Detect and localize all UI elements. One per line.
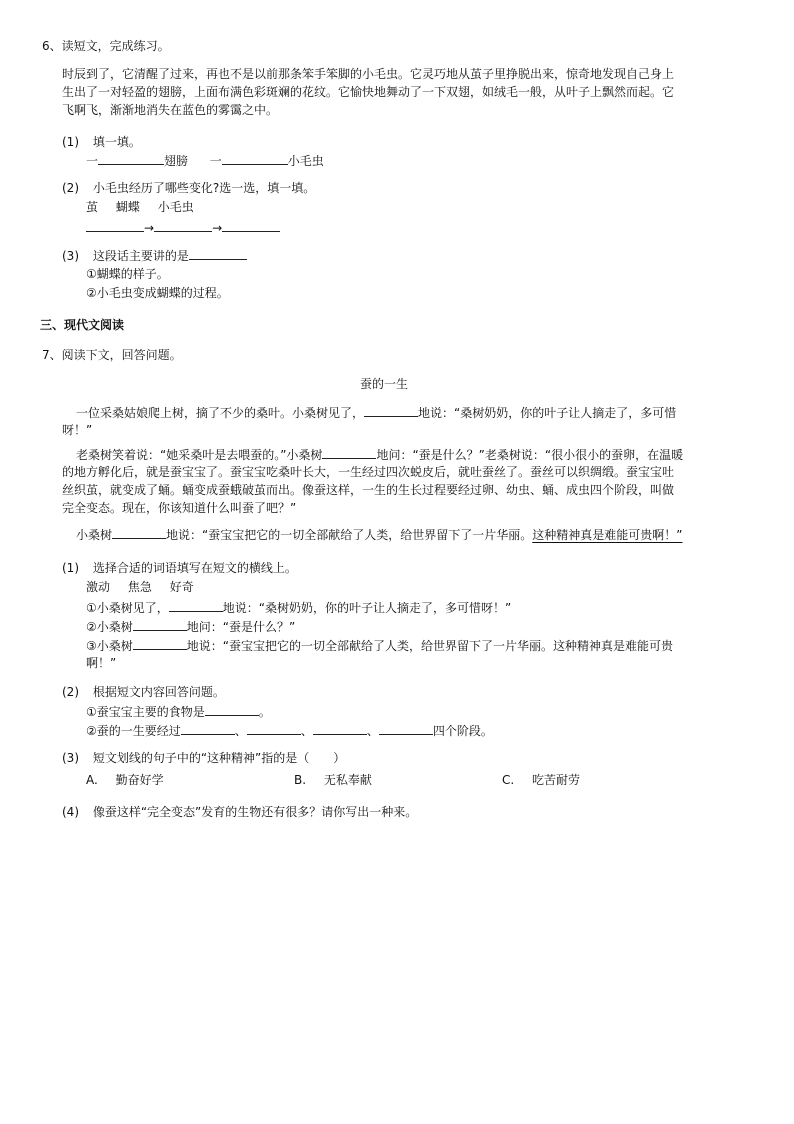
q7-para2-text-b: 地问：“蚕是什么？”老桑树说：“很小很小的蚕卵，在温暖 bbox=[376, 448, 684, 462]
q7-p1-text: 选择合适的词语填写在短文的横线上。 bbox=[92, 561, 297, 575]
q7-para2-blank[interactable] bbox=[322, 446, 376, 459]
q7-p2-s1 bbox=[86, 703, 271, 720]
q6-p3-text: 这段话主要讲的是 bbox=[92, 249, 189, 263]
q7-p2-blank-stage-4[interactable] bbox=[379, 722, 433, 735]
q7-para1-text-a: 一位采桑姑娘爬上树，摘了不少的桑叶。小桑树见了， bbox=[76, 406, 365, 420]
q7-p1-s3 bbox=[86, 637, 673, 654]
q7-para3-text-b: 地说：“蚕宝宝把它的一切全部献给了人类，给世界留下了一片华丽。 bbox=[166, 528, 533, 542]
q7-p1-s1 bbox=[86, 599, 511, 616]
q6-p2-text: 小毛虫经历了哪些变化?选一选，填一填。 bbox=[92, 181, 316, 195]
q7-para2-line-1 bbox=[76, 446, 683, 463]
q7-p3-option-c-text: 吃苦耐劳 bbox=[532, 773, 581, 787]
q7-p1-s2-text-b: 地问：“蚕是什么？” bbox=[186, 620, 296, 634]
section-3-heading: 三、现代文阅读 bbox=[40, 318, 125, 332]
q7-p2-sep-2: 、 bbox=[300, 724, 313, 738]
q7-p2-sep-3: 、 bbox=[366, 724, 379, 738]
q7-p3-label: (3) bbox=[62, 751, 79, 765]
q6-p1-blank-a[interactable] bbox=[98, 152, 164, 165]
q7-p3-option-b[interactable] bbox=[294, 772, 372, 788]
q6-p2-opt-cocoon: 茧 bbox=[86, 200, 99, 214]
q7-title: 7、阅读下文，回答问题。 bbox=[42, 348, 182, 362]
q7-p2-sep-1: 、 bbox=[234, 724, 247, 738]
q7-p2-s2-text-b: 四个阶段。 bbox=[432, 724, 493, 738]
q7-story-title: 蚕的一生 bbox=[360, 377, 409, 391]
q6-p2-label: (2) bbox=[62, 181, 79, 195]
q7-p1-words bbox=[86, 579, 194, 595]
q6-p2-blanks bbox=[86, 219, 280, 236]
q7-p3-option-a-label: A. bbox=[86, 773, 98, 787]
q6-passage-line-3: 飞啊飞，渐渐地消失在蓝色的雾霭之中。 bbox=[62, 103, 279, 117]
q6-p1-label: (1) bbox=[62, 135, 79, 149]
q7-p3-option-c[interactable] bbox=[502, 772, 580, 788]
q6-p2-opt-caterpillar: 小毛虫 bbox=[157, 200, 194, 214]
q7-word-2: 焦急 bbox=[127, 580, 152, 594]
q7-p2-s1-text-b: 。 bbox=[258, 705, 271, 719]
q6-p2-options bbox=[86, 199, 194, 215]
q7-p1-s1-text-a: ①小桑树见了， bbox=[86, 601, 169, 615]
q7-p2-s1-text-a: ①蚕宝宝主要的食物是 bbox=[86, 705, 205, 719]
q6-p1-b-suffix: 小毛虫 bbox=[287, 154, 324, 168]
q7-p4 bbox=[62, 804, 417, 820]
q7-p1 bbox=[62, 560, 297, 576]
q7-p2-s2 bbox=[86, 722, 493, 739]
q7-p2-text: 根据短文内容回答问题。 bbox=[92, 685, 225, 699]
q7-para3-text-a: 小桑树 bbox=[76, 528, 113, 542]
q7-word-1: 激动 bbox=[86, 580, 111, 594]
q6-p1-a-prefix: 一 bbox=[86, 154, 99, 168]
q6-p1-b-prefix: 一 bbox=[209, 154, 222, 168]
q7-p1-blank-2[interactable] bbox=[133, 618, 187, 631]
q7-word-3: 好奇 bbox=[169, 580, 194, 594]
q7-p1-blank-3[interactable] bbox=[133, 637, 187, 650]
q6-p2-opt-butterfly: 蝴蝶 bbox=[115, 200, 140, 214]
q7-p4-label: (4) bbox=[62, 805, 79, 819]
q6-p2-blank-3[interactable] bbox=[222, 219, 280, 232]
q7-p1-s3-text-a: ③小桑树 bbox=[86, 639, 133, 653]
q6-p3 bbox=[62, 247, 247, 264]
q7-p1-s1-text-b: 地说：“桑树奶奶，你的叶子让人摘走了，多可惜呀！” bbox=[222, 601, 512, 615]
q7-p2-label: (2) bbox=[62, 685, 79, 699]
q7-p2-s2-text-a: ②蚕的一生要经过 bbox=[86, 724, 181, 738]
q6-title: 6、读短文，完成练习。 bbox=[42, 39, 170, 53]
q7-p3-option-c-label: C. bbox=[502, 773, 515, 787]
q7-p2-blank-stage-3[interactable] bbox=[313, 722, 367, 735]
q6-p1-a-suffix: 翅膀 bbox=[164, 154, 189, 168]
q7-p1-label: (1) bbox=[62, 561, 79, 575]
q7-p1-s3-cont: 啊！” bbox=[86, 656, 117, 670]
q7-p1-blank-1[interactable] bbox=[169, 599, 223, 612]
q6-p3-label: (3) bbox=[62, 249, 79, 263]
q7-p3-option-b-label: B. bbox=[294, 773, 307, 787]
q7-para1-line-2: 呀！” bbox=[62, 423, 93, 437]
q6-p3-opt2: ②小毛虫变成蝴蝶的过程。 bbox=[86, 286, 229, 300]
q7-para1-line-1 bbox=[76, 404, 676, 421]
q7-para2-line-2: 的地方孵化后，就是蚕宝宝了。蚕宝宝吃桑叶长大，一生经过四次蜕皮后，就吐蚕丝了。蚕丝可以织绸缎。蚕宝宝吐 bbox=[62, 465, 675, 479]
arrow-right-icon: → bbox=[212, 221, 223, 235]
q6-passage-line-1: 时辰到了，它清醒了过来，再也不是以前那条笨手笨脚的小毛虫。它灵巧地从茧子里挣脱出来，惊奇地发现自己身上 bbox=[62, 67, 675, 81]
q6-p2-blank-1[interactable] bbox=[86, 219, 144, 232]
q6-p1-blank-b[interactable] bbox=[222, 152, 288, 165]
q7-p1-s2-text-a: ②小桑树 bbox=[86, 620, 133, 634]
q7-p3-text: 短文划线的句子中的“这种精神”指的是（ ） bbox=[92, 751, 346, 765]
q7-p3-option-a[interactable] bbox=[86, 772, 164, 788]
q6-p3-blank[interactable] bbox=[189, 247, 247, 260]
q7-p3 bbox=[62, 750, 345, 766]
q7-p2-blank-food[interactable] bbox=[205, 703, 259, 716]
q7-p4-text: 像蚕这样“完全变态”发育的生物还有很多？请你写出一种来。 bbox=[92, 805, 418, 819]
q6-p1 bbox=[62, 134, 141, 150]
q7-para1-text-b: 地说：“桑树奶奶，你的叶子让人摘走了，多可惜 bbox=[418, 406, 677, 420]
q6-p2-blank-2[interactable] bbox=[154, 219, 212, 232]
q6-p1-text: 填一填。 bbox=[92, 135, 141, 149]
arrow-right-icon: → bbox=[144, 221, 155, 235]
q7-p3-option-a-text: 勤奋好学 bbox=[115, 773, 164, 787]
q6-p1-blanks bbox=[86, 152, 324, 169]
q7-para2-line-4: 完全变态。现在，你该知道什么叫蚕了吧？” bbox=[62, 501, 297, 515]
q7-para1-blank[interactable] bbox=[364, 404, 418, 417]
q7-p2 bbox=[62, 684, 225, 700]
q6-passage-line-2: 生出了一对轻盈的翅膀，上面布满色彩斑斓的花纹。它愉快地舞动了一下双翅，如绒毛一般，从叶子上飘然而起。它 bbox=[62, 85, 675, 99]
q7-para2-line-3: 丝织茧，就变成了蛹。蛹变成蚕蛾破茧而出。像蚕这样，一生的生长过程要经过卵、幼虫、蛹、成虫四个阶段，叫做 bbox=[62, 483, 675, 497]
q7-p1-s2 bbox=[86, 618, 295, 635]
q7-p2-blank-stage-1[interactable] bbox=[181, 722, 235, 735]
q6-p3-opt1: ①蝴蝶的样子。 bbox=[86, 267, 169, 281]
q7-para3-blank[interactable] bbox=[112, 526, 166, 539]
q7-p1-s3-text-b: 地说：“蚕宝宝把它的一切全部献给了人类，给世界留下了一片华丽。这种精神真是难能可贵 bbox=[186, 639, 673, 653]
q6-p2 bbox=[62, 180, 315, 196]
q7-underlined-sentence: 这种精神真是难能可贵啊！” bbox=[532, 528, 683, 542]
q7-para3-line-1 bbox=[76, 526, 682, 543]
q7-para2-text-a: 老桑树笑着说：“她采桑叶是去喂蚕的。”小桑树 bbox=[76, 448, 323, 462]
q7-p2-blank-stage-2[interactable] bbox=[247, 722, 301, 735]
q7-p3-option-b-text: 无私奉献 bbox=[323, 773, 372, 787]
